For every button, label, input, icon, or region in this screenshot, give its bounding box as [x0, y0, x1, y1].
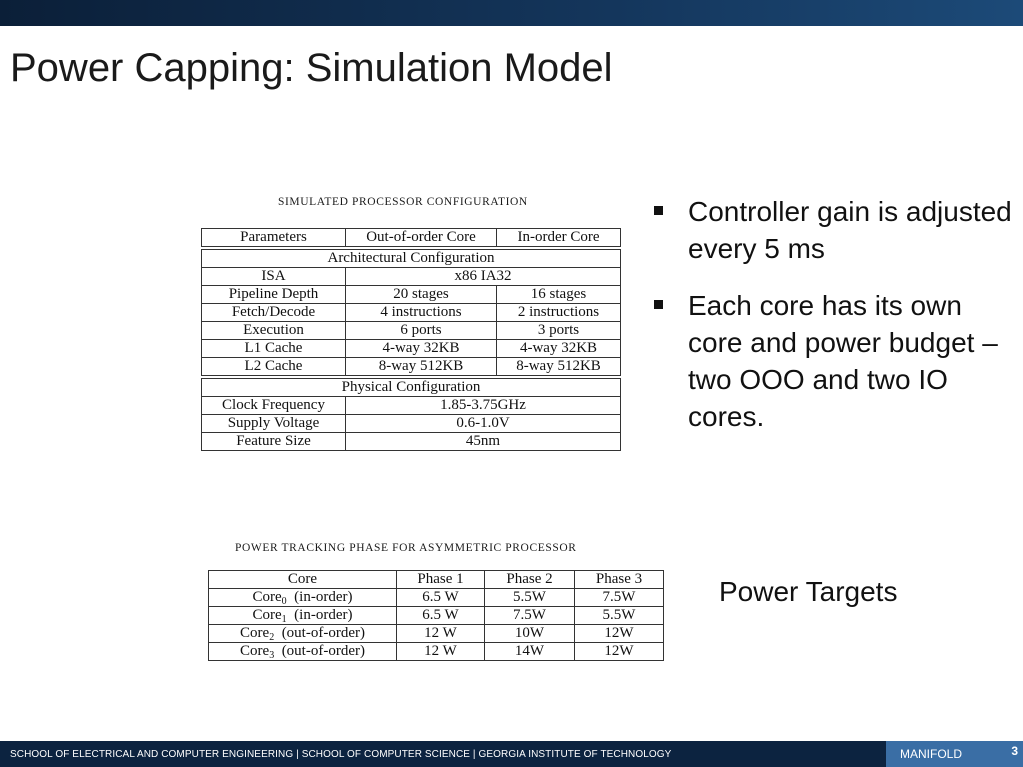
header-cell: Phase 2 — [485, 571, 575, 589]
header-cell: Parameters — [202, 229, 346, 247]
phase3-value: 7.5W — [575, 589, 664, 607]
footer-project-label: MANIFOLD — [900, 747, 963, 761]
table-row — [202, 415, 621, 433]
table-header-row — [202, 229, 621, 247]
table-row — [202, 286, 621, 304]
section-row — [202, 250, 621, 268]
table-row — [202, 397, 621, 415]
ooo-value: 6 ports — [346, 322, 497, 340]
table-row — [202, 268, 621, 286]
table-row — [209, 625, 664, 643]
power-tracking-table — [208, 570, 664, 661]
footer-bar — [0, 741, 1023, 767]
bullet-list — [652, 193, 1012, 455]
phase3-value: 12W — [575, 643, 664, 661]
table-row — [202, 304, 621, 322]
footer-affiliation: SCHOOL OF ELECTRICAL AND COMPUTER ENGINEERING | SCHOOL OF COMPUTER SCIENCE | GEORGIA INSTITUTE OF TECHNOLOGY — [10, 749, 672, 760]
ooo-value: 4 instructions — [346, 304, 497, 322]
io-value: 16 stages — [497, 286, 621, 304]
param-label: L1 Cache — [202, 340, 346, 358]
phase1-value: 12 W — [397, 625, 485, 643]
io-value: 4-way 32KB — [497, 340, 621, 358]
top-banner — [0, 0, 1023, 26]
footer-accent-box — [886, 741, 1023, 767]
power-targets-label: Power Targets — [719, 576, 898, 607]
phase3-value: 5.5W — [575, 607, 664, 625]
phase2-value: 7.5W — [485, 607, 575, 625]
phase2-value: 5.5W — [485, 589, 575, 607]
table-row — [202, 340, 621, 358]
param-value: 45nm — [346, 433, 621, 451]
table-row — [209, 589, 664, 607]
table2-caption: POWER TRACKING PHASE FOR ASYMMETRIC PROCESSOR — [235, 542, 577, 554]
core-label: Core$_3$ (out-of-order) — [209, 643, 397, 661]
section-heading: Architectural Configuration — [202, 250, 621, 268]
bullet-text: Controller gain is adjusted every 5 ms — [688, 196, 1012, 264]
phase1-value: 12 W — [397, 643, 485, 661]
header-cell: Phase 3 — [575, 571, 664, 589]
table-row — [209, 643, 664, 661]
param-label: Pipeline Depth — [202, 286, 346, 304]
table-row — [209, 607, 664, 625]
core-label: Core$_1$ (in-order) — [209, 607, 397, 625]
param-label: ISA — [202, 268, 346, 286]
phase3-value: 12W — [575, 625, 664, 643]
bullet-text: Each core has its own core and power budget – two OOO and two IO cores. — [688, 290, 998, 432]
param-label: Execution — [202, 322, 346, 340]
phase2-value: 14W — [485, 643, 575, 661]
bullet-item — [652, 193, 1012, 267]
io-value: 2 instructions — [497, 304, 621, 322]
header-cell: In-order Core — [497, 229, 621, 247]
square-bullet-icon — [654, 300, 663, 309]
processor-config-table — [201, 228, 621, 451]
header-cell: Phase 1 — [397, 571, 485, 589]
param-label: Feature Size — [202, 433, 346, 451]
ooo-value: 8-way 512KB — [346, 358, 497, 376]
param-value: 0.6-1.0V — [346, 415, 621, 433]
square-bullet-icon — [654, 206, 663, 215]
param-label: Supply Voltage — [202, 415, 346, 433]
core-label: Core$_2$ (out-of-order) — [209, 625, 397, 643]
param-value: 1.85-3.75GHz — [346, 397, 621, 415]
section-heading: Physical Configuration — [202, 379, 621, 397]
param-label: Fetch/Decode — [202, 304, 346, 322]
io-value: 3 ports — [497, 322, 621, 340]
ooo-value: 4-way 32KB — [346, 340, 497, 358]
ooo-value: 20 stages — [346, 286, 497, 304]
table-row — [202, 358, 621, 376]
page-number: 3 — [1011, 744, 1018, 758]
table-header-row — [209, 571, 664, 589]
section-row — [202, 379, 621, 397]
bullet-item — [652, 287, 1012, 435]
table-row — [202, 322, 621, 340]
param-label: L2 Cache — [202, 358, 346, 376]
table-row — [202, 433, 621, 451]
io-value: 8-way 512KB — [497, 358, 621, 376]
header-cell: Core — [209, 571, 397, 589]
core-label: Core$_0$ (in-order) — [209, 589, 397, 607]
table1-caption: SIMULATED PROCESSOR CONFIGURATION — [278, 196, 528, 208]
phase1-value: 6.5 W — [397, 589, 485, 607]
param-value: x86 IA32 — [346, 268, 621, 286]
param-label: Clock Frequency — [202, 397, 346, 415]
slide-title: Power Capping: Simulation Model — [10, 46, 613, 90]
phase2-value: 10W — [485, 625, 575, 643]
phase1-value: 6.5 W — [397, 607, 485, 625]
header-cell: Out-of-order Core — [346, 229, 497, 247]
